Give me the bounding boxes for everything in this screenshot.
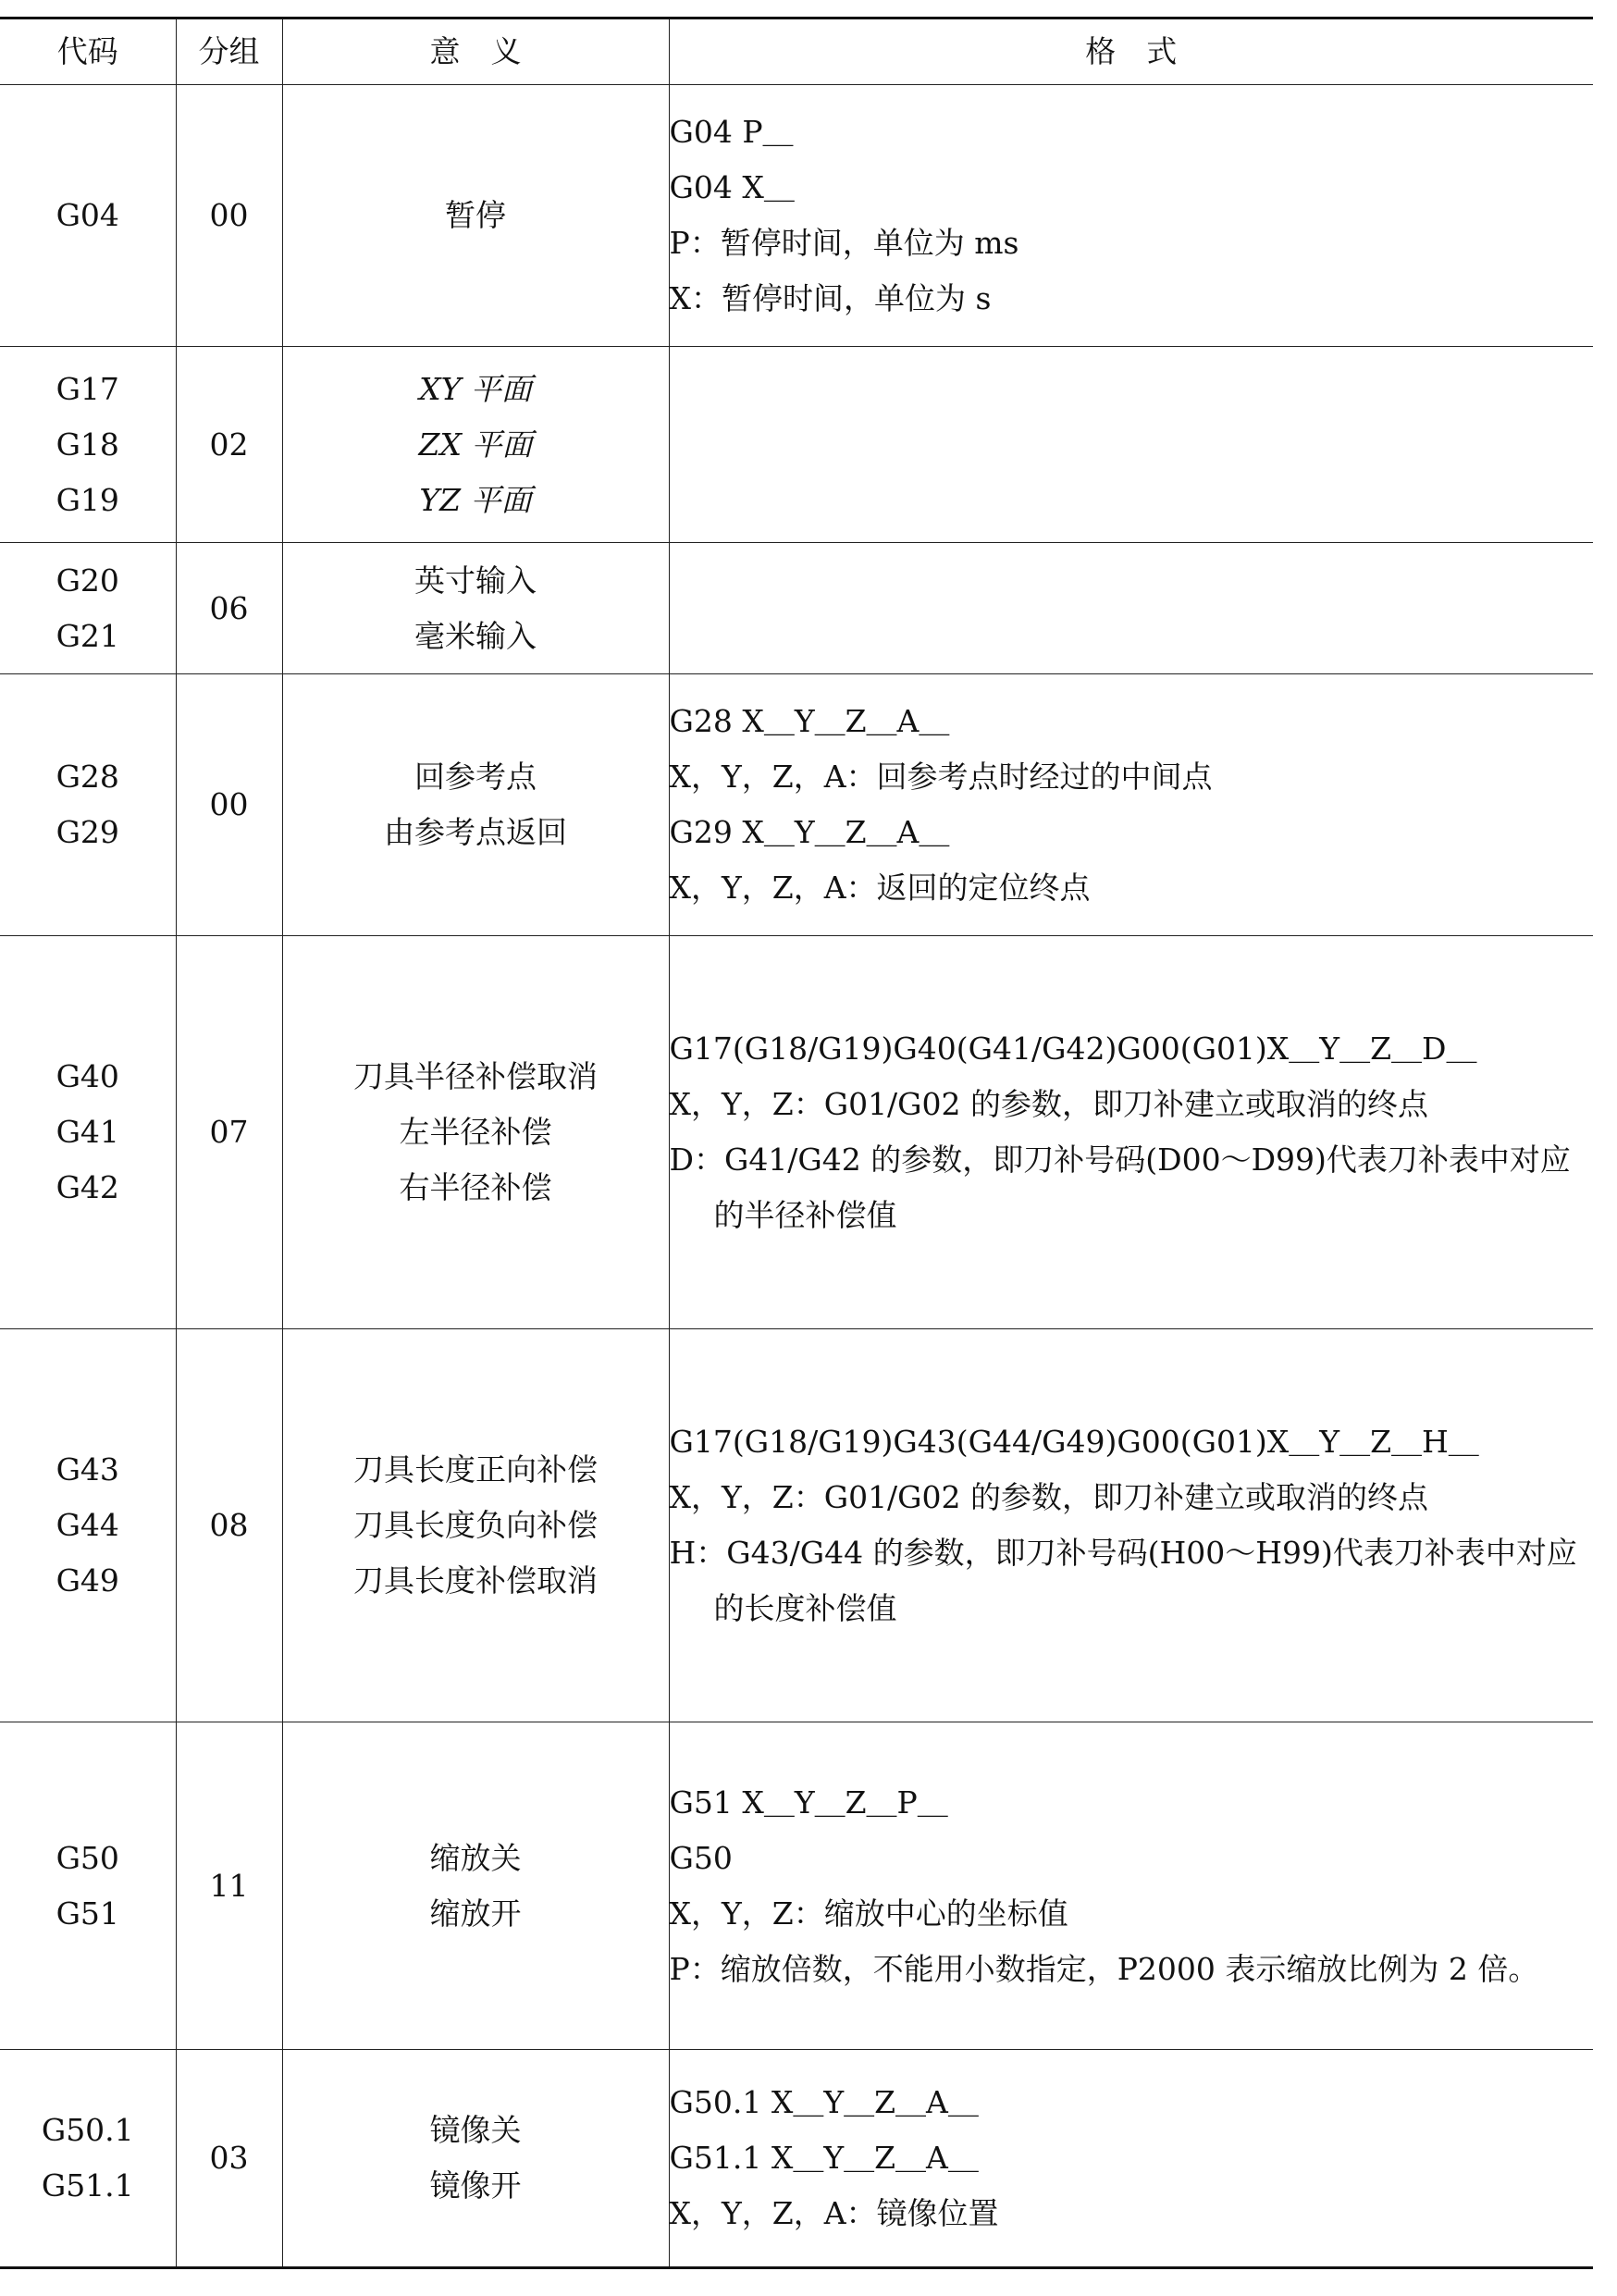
meaning-cell bbox=[282, 674, 669, 936]
table-row bbox=[0, 936, 1593, 1329]
format-line: G50 bbox=[669, 1839, 733, 1876]
code-text: G41 bbox=[56, 1114, 119, 1150]
format-line: G04 P＿ bbox=[669, 114, 794, 150]
meaning-text: 英寸输入 bbox=[414, 562, 537, 599]
meaning-text: 刀具长度负向补偿 bbox=[353, 1507, 598, 1543]
code-text: G50 bbox=[56, 1839, 119, 1876]
meaning-cell bbox=[282, 85, 669, 347]
header-format: 格 式 bbox=[669, 19, 1593, 85]
group-cell: 03 bbox=[176, 2050, 282, 2268]
code-text: G19 bbox=[56, 481, 119, 518]
meaning-cell bbox=[282, 2050, 669, 2268]
format-line: G17(G18/G19)G43(G44/G49)G00(G01)X＿Y＿Z＿H＿ bbox=[669, 1424, 1479, 1460]
meaning-cell bbox=[282, 543, 669, 674]
group-cell: 06 bbox=[176, 543, 282, 674]
meaning-text: 左半径补偿 bbox=[399, 1114, 552, 1150]
meaning-cell bbox=[282, 936, 669, 1329]
table-row bbox=[0, 2050, 1593, 2268]
format-line: X，Y，Z，A：返回的定位终点 bbox=[669, 870, 1091, 906]
code-text: G40 bbox=[56, 1058, 119, 1094]
meaning-text: 刀具长度补偿取消 bbox=[353, 1562, 598, 1599]
gcode-table bbox=[0, 17, 1593, 2269]
code-text: G28 bbox=[56, 759, 119, 795]
format-line: G50.1 X＿Y＿Z＿A＿ bbox=[669, 2084, 979, 2120]
code-text: G29 bbox=[56, 814, 119, 850]
format-line: G17(G18/G19)G40(G41/G42)G00(G01)X＿Y＿Z＿D＿ bbox=[669, 1031, 1477, 1067]
code-text: G42 bbox=[56, 1169, 119, 1205]
format-line: G29 X＿Y＿Z＿A＿ bbox=[669, 814, 950, 850]
meaning-text: 缩放开 bbox=[429, 1895, 522, 1932]
format-cell bbox=[669, 347, 1593, 543]
format-line: X，Y，Z：G01/G02 的参数，即刀补建立或取消的终点 bbox=[669, 1086, 1429, 1122]
format-cell bbox=[669, 1329, 1593, 1722]
meaning-text: 刀具半径补偿取消 bbox=[353, 1058, 598, 1094]
header-group: 分组 bbox=[176, 19, 282, 85]
meaning-text: XY 平面 bbox=[419, 370, 532, 407]
meaning-text: YZ 平面 bbox=[419, 481, 532, 518]
code-cell bbox=[0, 347, 176, 543]
code-text: G20 bbox=[56, 562, 119, 599]
format-line: X，Y，Z：缩放中心的坐标值 bbox=[669, 1895, 1068, 1932]
group-cell: 07 bbox=[176, 936, 282, 1329]
meaning-text: 毫米输入 bbox=[414, 617, 537, 654]
meaning-cell bbox=[282, 1722, 669, 2050]
code-text: G51 bbox=[56, 1895, 119, 1932]
format-line: P：缩放倍数，不能用小数指定，P2000 表示缩放比例为 2 倍。 bbox=[669, 1950, 1539, 1987]
format-line: P：暂停时间，单位为 ms bbox=[669, 225, 1019, 261]
meaning-text: 刀具长度正向补偿 bbox=[353, 1451, 598, 1487]
code-text: G51.1 bbox=[41, 2167, 134, 2203]
format-line: H：G43/G44 的参数，即刀补号码(H00～H99)代表刀补表中对应的长度补偿值 bbox=[669, 1535, 1577, 1626]
table-row bbox=[0, 347, 1593, 543]
code-cell bbox=[0, 543, 176, 674]
format-cell bbox=[669, 936, 1593, 1329]
format-line: G04 X＿ bbox=[669, 169, 795, 205]
meaning-text: 镜像关 bbox=[429, 2112, 522, 2148]
group-cell: 00 bbox=[176, 85, 282, 347]
code-cell bbox=[0, 1329, 176, 1722]
table-row bbox=[0, 85, 1593, 347]
format-line: G28 X＿Y＿Z＿A＿ bbox=[669, 703, 950, 739]
meaning-text: 回参考点 bbox=[414, 759, 537, 795]
table-row bbox=[0, 1722, 1593, 2050]
code-cell bbox=[0, 85, 176, 347]
format-line: G51.1 X＿Y＿Z＿A＿ bbox=[669, 2140, 979, 2176]
group-cell: 08 bbox=[176, 1329, 282, 1722]
format-line: X，Y，Z，A：镜像位置 bbox=[669, 2195, 999, 2231]
group-cell: 02 bbox=[176, 347, 282, 543]
group-cell: 00 bbox=[176, 674, 282, 936]
format-line: X，Y，Z，A：回参考点时经过的中间点 bbox=[669, 759, 1213, 795]
format-line: D：G41/G42 的参数，即刀补号码(D00～D99)代表刀补表中对应的半径补偿值 bbox=[669, 1142, 1571, 1233]
code-cell bbox=[0, 936, 176, 1329]
meaning-text: 由参考点返回 bbox=[384, 814, 567, 850]
header-code: 代码 bbox=[0, 19, 176, 85]
meaning-cell bbox=[282, 347, 669, 543]
meaning-cell bbox=[282, 1329, 669, 1722]
header-row bbox=[0, 19, 1593, 85]
format-cell bbox=[669, 85, 1593, 347]
format-cell bbox=[669, 2050, 1593, 2268]
code-cell bbox=[0, 674, 176, 936]
table-row bbox=[0, 1329, 1593, 1722]
code-cell bbox=[0, 1722, 176, 2050]
code-text: G18 bbox=[56, 426, 119, 463]
format-cell bbox=[669, 1722, 1593, 2050]
meaning-text: ZX 平面 bbox=[418, 426, 533, 463]
code-text: G49 bbox=[56, 1562, 119, 1599]
code-text: G21 bbox=[56, 617, 119, 654]
meaning-text: 右半径补偿 bbox=[399, 1169, 552, 1205]
format-cell bbox=[669, 674, 1593, 936]
format-cell bbox=[669, 543, 1593, 674]
code-text: G17 bbox=[56, 370, 119, 407]
code-cell bbox=[0, 2050, 176, 2268]
meaning-text: 暂停 bbox=[445, 197, 506, 233]
header-meaning: 意 义 bbox=[282, 19, 669, 85]
code-text: G43 bbox=[56, 1451, 119, 1487]
format-line: G51 X＿Y＿Z＿P＿ bbox=[669, 1784, 948, 1821]
meaning-text: 缩放关 bbox=[429, 1839, 522, 1876]
meaning-text: 镜像开 bbox=[429, 2167, 522, 2203]
format-line: X，Y，Z：G01/G02 的参数，即刀补建立或取消的终点 bbox=[669, 1479, 1429, 1515]
table-row bbox=[0, 543, 1593, 674]
group-cell: 11 bbox=[176, 1722, 282, 2050]
table-row bbox=[0, 674, 1593, 936]
code-text: G04 bbox=[56, 197, 119, 233]
code-text: G50.1 bbox=[41, 2112, 134, 2148]
format-line: X：暂停时间，单位为 s bbox=[669, 280, 992, 316]
code-text: G44 bbox=[56, 1507, 119, 1543]
